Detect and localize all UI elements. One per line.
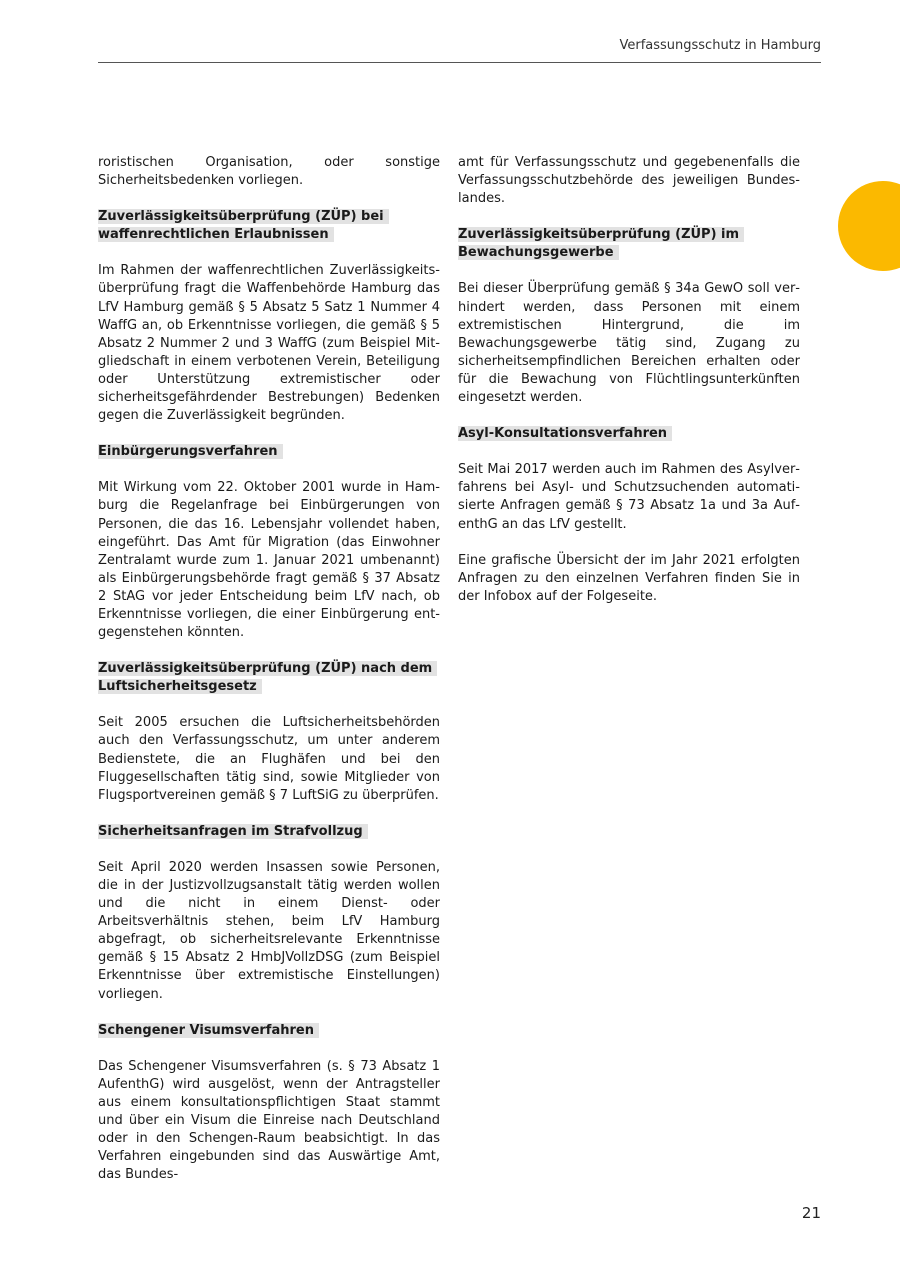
heading-zuep-waffen: Zuverlässigkeitsüberprüfung (ZÜP) bei waffenrechtlichen Erlaubnissen — [98, 208, 440, 244]
paragraph-zuep-bewachung: Bei dieser Überprüfung gemäß § 34a GewO soll verhindert werden, dass Personen mit einem extremistischen Hintergrund, die im Bewachungsgewerbe tätig sind, Zugang zu sicherheitsempfindlichen Bereichen erhalten oder für die Bewachung von Flüchtlingsunterkünften eingesetzt werden. — [458, 281, 800, 406]
right-column — [458, 154, 800, 624]
right-intro-paragraph: amt für Verfassungsschutz und gegebenenfalls die Verfassungsschutzbehörde des jeweiligen Bundeslandes. — [458, 155, 800, 207]
page-number: 21 — [801, 1204, 821, 1222]
heading-asyl: Asyl-Konsultationsverfahren — [458, 425, 800, 443]
paragraph-zuep-waffen: Im Rahmen der waffenrechtlichen Zuverlässigkeitsüberprüfung fragt die Waffenbehörde Hamburg das LfV Hamburg gemäß § 5 Absatz 5 Satz 1 Nummer 4 WaffG an, ob Erkenntnisse vorliegen, die gemäß § 5 Absatz 2 Nummer 2 und 3 WaffG (zum Beispiel Mitgliedschaft in einem verbotenen Verein, Beteiligung oder Unterstützung extremistischer oder sicherheitsgefährdender Bestrebungen) Bedenken gegen die Zuverlässigkeit begründen. — [98, 263, 440, 424]
paragraph-infobox-hint: Eine grafische Übersicht der im Jahr 2021 erfolgten Anfragen zu den einzelnen Verfahren finden Sie in der Infobox auf der Folgeseite. — [458, 552, 800, 604]
paragraph-asyl: Seit Mai 2017 werden auch im Rahmen des Asylverfahrens bei Asyl- und Schutzsuchenden automatisierte Anfragen gemäß § 73 Absatz 1a und 3a AufenthG an das LfV gestellt. — [458, 462, 800, 532]
heading-strafvollzug: Sicherheitsanfragen im Strafvollzug — [98, 823, 440, 841]
heading-zuep-luftsicherheit: Zuverlässigkeitsüberprüfung (ZÜP) nach dem Luftsicherheitsgesetz — [98, 660, 440, 696]
paragraph-zuep-luftsicherheit: Seit 2005 ersuchen die Luftsicherheitsbehörden auch den Verfassungsschutz, um unter anderem Bedienstete, die an Flughäfen und bei den Fluggesellschaften tätig sind, sowie Mitglieder von Flugsportvereinen gemäß § 7 LuftSiG zu überprüfen. — [98, 715, 440, 803]
heading-einbuergerung: Einbürgerungsverfahren — [98, 443, 440, 461]
heading-zuep-bewachung: Zuverlässigkeitsüberprüfung (ZÜP) im Bewachungsgewerbe — [458, 226, 800, 262]
left-column — [98, 154, 440, 1202]
chapter-tab-marker — [838, 181, 900, 271]
paragraph-einbuergerung: Mit Wirkung vom 22. Oktober 2001 wurde in Hamburg die Regelanfrage bei Einbürgerungen von Personen, die das 16. Lebensjahr vollendet haben, eingeführt. Das Amt für Migration (das Einwohner Zentralamt wurde zum 1. Januar 2021 umbenannt) als Einbürgerungsbehörde fragt gemäß § 37 Absatz 2 StAG vor jeder Entscheidung beim LfV nach, ob Erkenntnisse vorliegen, die einer Einbürgerung entgegenstehen könnten. — [98, 480, 440, 641]
heading-schengen: Schengener Visumsverfahren — [98, 1022, 440, 1040]
left-intro-paragraph: roristischen Organisation, oder sonstige Sicherheitsbedenken vorliegen. — [98, 155, 440, 189]
paragraph-schengen: Das Schengener Visumsverfahren (s. § 73 Absatz 1 AufenthG) wird ausgelöst, wenn der Antragsteller aus einem konsultationspflichtigen Staat stammt und über ein Visum die Einreise nach Deutschland oder in den Schengen-Raum beabsichtigt. In das Verfahren eingebunden sind das Auswärtige Amt, das Bundes- — [98, 1058, 440, 1183]
paragraph-strafvollzug: Seit April 2020 werden Insassen sowie Personen, die in der Justizvollzugsanstalt tätig werden wollen und die nicht in einem Dienst- oder Arbeitsverhältnis stehen, beim LfV Hamburg abgefragt, ob sicherheitsrelevante Erkenntnisse gemäß § 15 Absatz 2 HmbJVollzDSG (zum Beispiel Erkenntnisse über extremistische Einstellungen) vorliegen. — [98, 859, 440, 1002]
running-header — [98, 38, 821, 63]
header-title: Verfassungsschutz in Hamburg — [619, 38, 821, 53]
